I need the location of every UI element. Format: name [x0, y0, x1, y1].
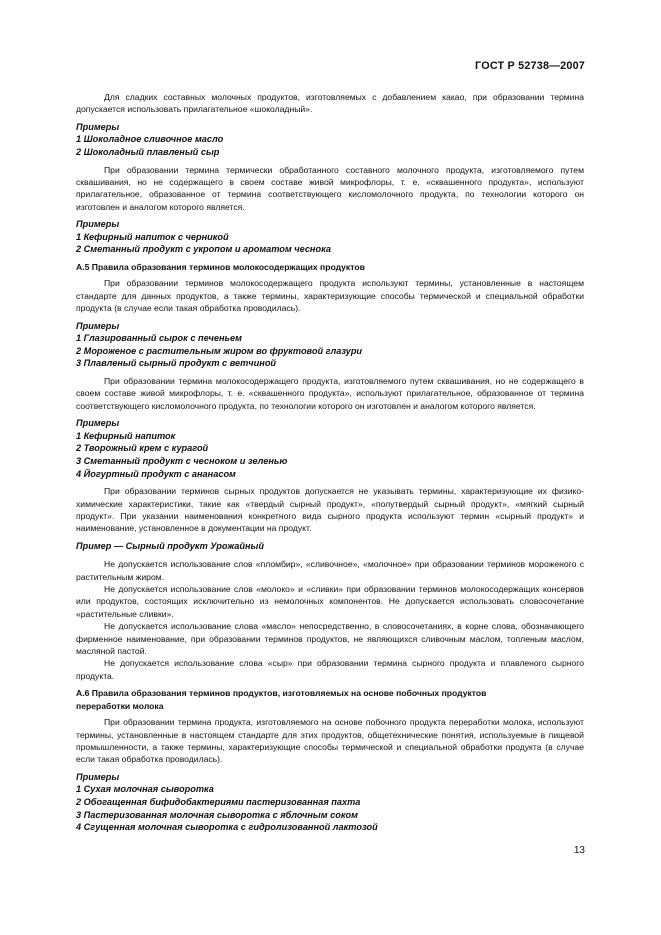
- example-item: 2 Мороженое с растительным жиром во фруктовой глазури: [76, 345, 363, 356]
- section-heading-a5: А.5 Правила образования терминов молокосодержащих продуктов: [76, 262, 365, 272]
- paragraph-byproducts: При образовании термина продукта, изготовляемого на основе побочного продукта переработки молока, используют термины, установленные в настоящем стандарте для этих продуктов, общетехнические понятия, используемые в пищевой промышленности, а также термины, характеризующие способы термической и специальной обработки продукта (в случае если такая обработка проводилась).: [76, 717, 584, 765]
- section-heading-a6: [76, 687, 584, 712]
- paragraph-milk-cream: Не допускается использование слов «молоко» и «сливки» при образовании терминов молокосодержащих консервов или продуктов, состоящих исключительно из немолочных компонентов. Не допускается использовать словосочетание «растительные сливки».: [76, 584, 584, 619]
- example-item: 1 Сухая молочная сыворотка: [76, 784, 214, 795]
- document-body: [76, 91, 584, 839]
- examples-label: Примеры: [76, 121, 120, 132]
- example-item: 2 Сметанный продукт с укропом и ароматом чеснока: [76, 244, 331, 255]
- examples-fermented: [76, 218, 584, 256]
- paragraph-butter: Не допускается использование слова «масло» непосредственно, в словосочетаниях, в корне слова, обозначающего фирменное наименование, при образовании терминов продуктов, не являющихся сливочным маслом, топленым маслом, масляной пастой.: [76, 621, 584, 657]
- example-item: 3 Плавленый сырный продукт с ветчиной: [76, 358, 277, 369]
- paragraph-milk-containing-fermented: При образовании термина молокосодержащего продукта, изготовляемого путем сквашивания, но не содержащего в своем составе живой микрофлоры, т. е. «сквашенного продукта», используют прилагательное, образованное от термина соответствующего кисломолочного продукта, по технологии которого он изготовлен и аналогом которого является.: [76, 376, 584, 411]
- paragraph-plombir: Не допускается использование слов «пломбир», «сливочное», «молочное» при образовании терминов мороженого с растительным жиром.: [76, 559, 584, 582]
- example-item: 4 Йогуртный продукт с ананасом: [76, 468, 236, 479]
- examples-byproducts: [76, 771, 584, 834]
- paragraph-cocoa: Для сладких составных молочных продуктов, изготовляемых с добавлением какао, при образовании термина допускается использовать прилагательное «шоколадный».: [76, 92, 584, 115]
- heading-line: переработки молока: [76, 700, 164, 711]
- example-item: 3 Сметанный продукт с чесноком и зеленью: [76, 456, 288, 466]
- examples-milk-containing: [76, 320, 584, 370]
- examples-label: Примеры: [76, 219, 120, 230]
- examples-label: Примеры: [76, 418, 120, 429]
- examples-label: Примеры: [76, 320, 120, 331]
- example-item: 2 Шоколадный плавленый сыр: [76, 147, 220, 157]
- examples-label: Примеры: [76, 771, 120, 782]
- example-item: 3 Пастеризованная молочная сыворотка с яблочным соком: [76, 809, 358, 820]
- example-item: 2 Обогащенная бифидобактериями пастеризованная пахта: [76, 796, 361, 807]
- example-item: 1 Шоколадное сливочное масло: [76, 134, 224, 145]
- example-text: Пример — Сырный продукт Урожайный: [76, 540, 265, 551]
- paragraph-fermented-composite: При образовании термина термически обработанного составного молочного продукта, изготовляемого путем сквашивания, но не содержащего в своем составе живой микрофлоры, т. е. «сквашенного продукта», используют прилагательное, образованное от термина соответствующего кисломолочного продукта, по технологии которого он изготовлен и аналогом которого является.: [76, 164, 584, 212]
- paragraph-milk-containing: При образовании терминов молокосодержащего продукта используют термины, установленные в настоящем стандарте для данных продуктов, а также термины, характеризующие способы термической и специальной обработки продукта (в случае если такая обработка проводилась).: [76, 278, 584, 314]
- example-item: 2 Творожный крем с курагой: [76, 443, 209, 454]
- document-header: ГОСТ Р 52738—2007: [475, 60, 585, 72]
- paragraph-cheese-products: При образовании терминов сырных продуктов допускается не указывать термины, характеризующие их физико-химические характеристики, такие как «твердый сырный продукт», «полутвердый сырный продукт», «мягкий сырный продукт». При указании наименования конкретного вида сырного продукта используют термин «сырный продукт» и наименование, установленное в документации на продукт.: [76, 486, 584, 534]
- examples-chocolate: [76, 121, 584, 159]
- example-item: 1 Глазированный сырок с печеньем: [76, 333, 242, 344]
- example-cheese-product: [76, 540, 584, 552]
- example-item: 4 Сгущенная молочная сыворотка с гидролизованной лактозой: [76, 822, 378, 833]
- page-number: 13: [573, 845, 585, 856]
- examples-milk-containing-fermented: [76, 417, 584, 480]
- example-item: 1 Кефирный напиток: [76, 430, 176, 441]
- paragraph-cheese-word: Не допускается использование слова «сыр» при образовании термина сырного продукта и плавленого сырного продукта.: [76, 658, 584, 681]
- heading-line: А.6 Правила образования терминов продуктов, изготовляемых на основе побочных продуктов: [76, 688, 487, 699]
- example-item: 1 Кефирный напиток с черникой: [76, 231, 229, 242]
